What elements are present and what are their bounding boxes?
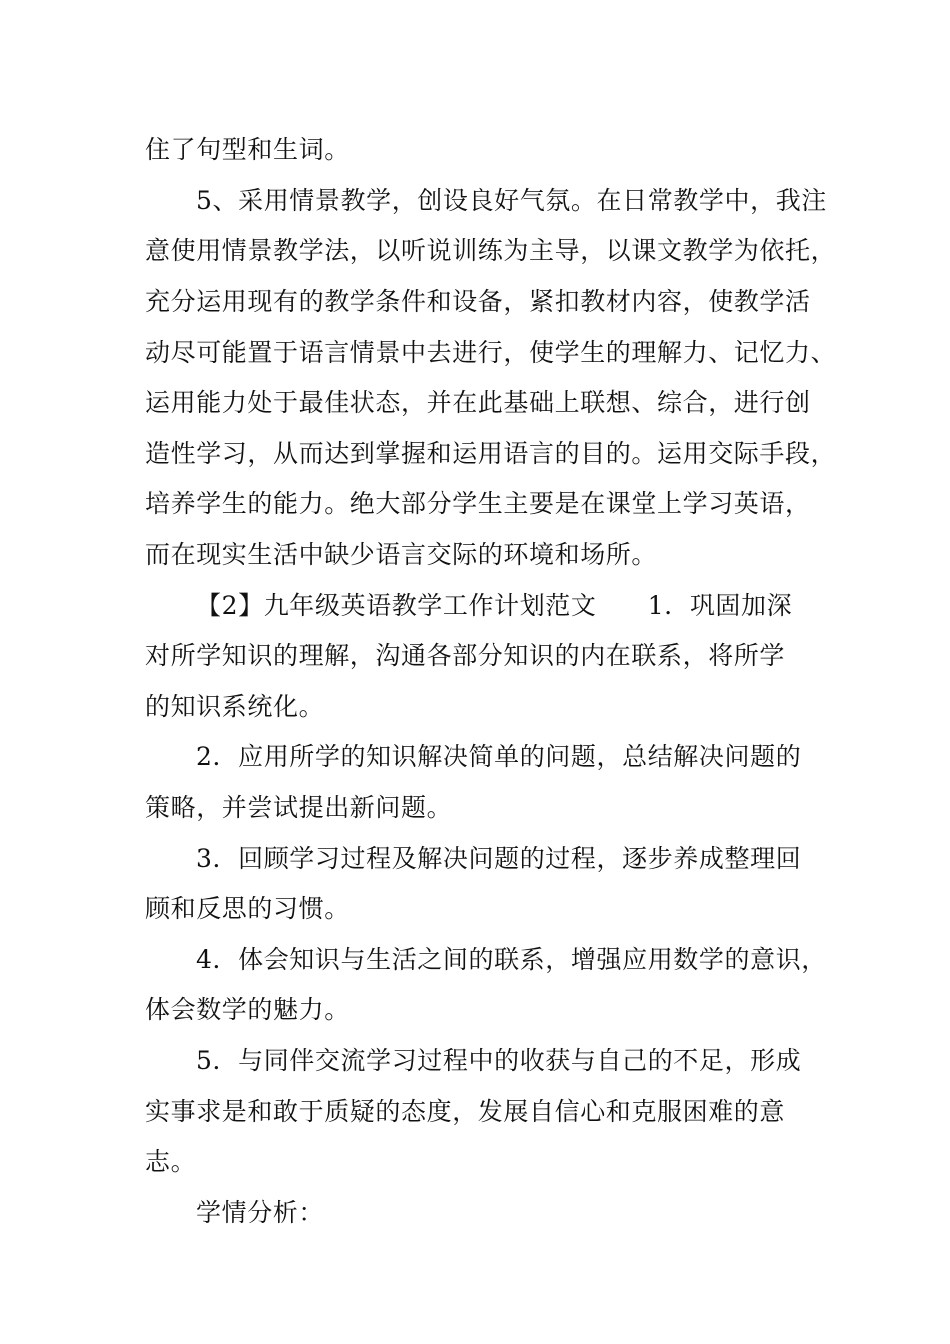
text-line: 策略，并尝试提出新问题。 bbox=[145, 793, 453, 822]
text-line: 志。 bbox=[145, 1147, 197, 1176]
text-line: 运用能力处于最佳状态，并在此基础上联想、综合，进行创 bbox=[145, 388, 811, 417]
text-line: 而在现实生活中缺少语言交际的环境和场所。 bbox=[145, 540, 658, 569]
text-line: 学情分析： bbox=[196, 1198, 325, 1227]
text-line: 顾和反思的习惯。 bbox=[145, 894, 350, 923]
text-line: 培养学生的能力。绝大部分学生主要是在课堂上学习英语， bbox=[145, 489, 811, 518]
text-line: 充分运用现有的教学条件和设备，紧扣教材内容，使教学活 bbox=[145, 287, 811, 316]
text-line: 2．应用所学的知识解决简单的问题，总结解决问题的 bbox=[196, 742, 802, 771]
text-line: 5、采用情景教学，创设良好气氛。在日常教学中，我注 bbox=[196, 186, 827, 215]
text-line: 意使用情景教学法，以听说训练为主导，以课文教学为依托， bbox=[145, 236, 837, 265]
text-line: 3．回顾学习过程及解决问题的过程，逐步养成整理回 bbox=[196, 844, 802, 873]
text-line: 的知识系统化。 bbox=[145, 692, 325, 721]
text-line: 造性学习，从而达到掌握和运用语言的目的。运用交际手段， bbox=[145, 439, 837, 468]
text-line: 实事求是和敢于质疑的态度，发展自信心和克服困难的意 bbox=[145, 1097, 786, 1126]
text-line: 对所学知识的理解，沟通各部分知识的内在联系，将所学 bbox=[145, 641, 786, 670]
section-heading-line: 【2】九年级英语教学工作计划范文 1．巩固加深 bbox=[196, 591, 793, 620]
text-line: 住了句型和生词。 bbox=[145, 135, 350, 164]
text-line: 动尽可能置于语言情景中去进行，使学生的理解力、记忆力、 bbox=[145, 338, 837, 367]
text-line: 5．与同伴交流学习过程中的收获与自己的不足，形成 bbox=[196, 1046, 802, 1075]
text-line: 4．体会知识与生活之间的联系，增强应用数学的意识， bbox=[196, 945, 827, 974]
text-line: 体会数学的魅力。 bbox=[145, 995, 350, 1024]
